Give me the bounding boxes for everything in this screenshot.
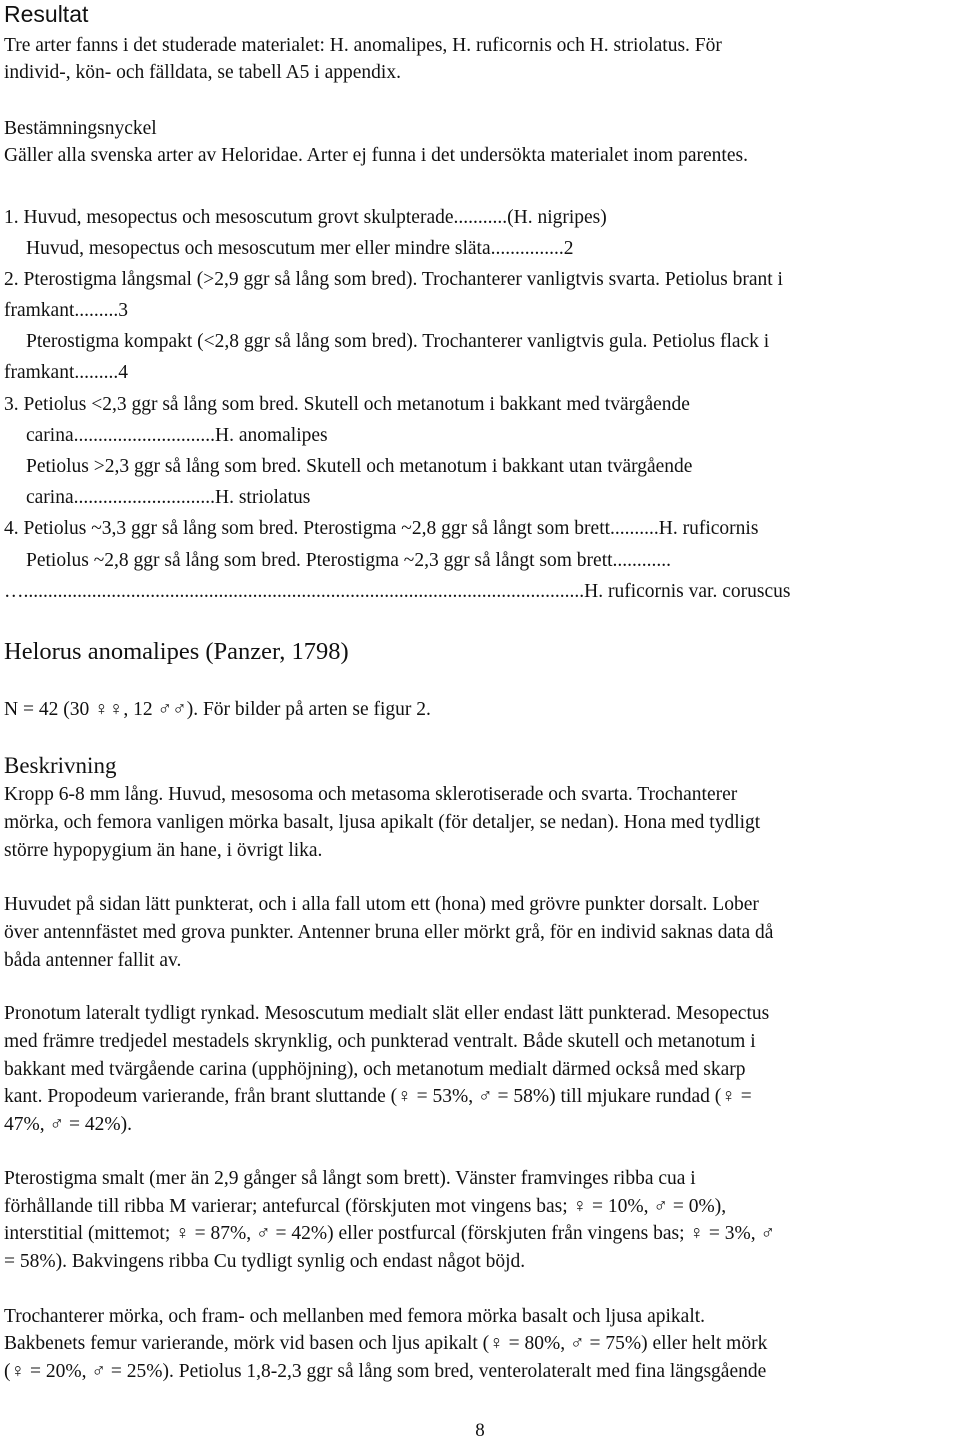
paragraph-line: med främre tredjedel mestadels skrynklig, och punkterad ventralt. Både skutell och metanotum i (4, 1031, 756, 1052)
key-line: Huvud, mesopectus och mesoscutum mer eller mindre släta...............2 (26, 238, 574, 259)
intro-line-1: Tre arter fanns i det studerade materialet: H. anomalipes, H. ruficornis och H. striolatus. För (4, 35, 722, 56)
key-line: Petiolus >2,3 ggr så lång som bred. Skutell och metanotum i bakkant utan tvärgående (26, 456, 693, 477)
paragraph-line: = 58%). Bakvingens ribba Cu tydligt synlig och endast något böjd. (4, 1251, 526, 1272)
key-heading: Bestämningsnyckel (4, 118, 157, 139)
key-line: 2. Pterostigma långsmal (>2,9 ggr så lång som bred). Trochanterer vanligtvis svarta. Petiolus brant i (4, 269, 783, 290)
species-heading: Helorus anomalipes (Panzer, 1798) (4, 638, 349, 665)
key-line: Pterostigma kompakt (<2,8 ggr så lång som bred). Trochanterer vanligtvis gula. Petiolus flack i (26, 331, 770, 352)
paragraph-line: Trochanterer mörka, och fram- och mellanben med femora mörka basalt och ljusa apikalt. (4, 1306, 706, 1327)
key-line: 1. Huvud, mesopectus och mesoscutum grovt skulpterade...........(H. nigripes) (4, 207, 607, 228)
key-line: carina.............................H. anomalipes (26, 425, 328, 446)
paragraph-line: bakkant med tvärgående carina (upphöjning), och metanotum medialt därmed också med skarp (4, 1059, 746, 1080)
paragraph-line: interstitial (mittemot; ♀ = 87%, ♂ = 42%) eller postfurcal (förskjuten från vingens bas; ♀ = 3%, ♂ (4, 1223, 776, 1244)
paragraph-line: Bakbenets femur varierande, mörk vid basen och ljus apikalt (♀ = 80%, ♂ = 75%) eller helt mörk (4, 1333, 768, 1354)
intro-line-2: individ-, kön- och fälldata, se tabell A5 i appendix. (4, 62, 401, 83)
paragraph-line: 47%, ♂ = 42%). (4, 1114, 132, 1135)
key-line: …...................................................................................................................H. ruficornis var. coruscus (4, 581, 791, 602)
paragraph-line: Kropp 6-8 mm lång. Huvud, mesosoma och metasoma sklerotiserade och svarta. Trochanterer (4, 784, 738, 805)
description-heading: Beskrivning (4, 753, 117, 778)
paragraph-line: över antennfästet med grova punkter. Antenner bruna eller mörkt grå, för en individ saknas data då (4, 922, 774, 943)
paragraph-line: båda antenner fallit av. (4, 950, 182, 971)
key-line: 4. Petiolus ~3,3 ggr så lång som bred. Pterostigma ~2,8 ggr så långt som brett..........H. ruficornis (4, 518, 759, 539)
page-number: 8 (475, 1420, 485, 1441)
paragraph-line: större hypopygium än hane, i övrigt lika. (4, 840, 323, 861)
sample-size-line: N = 42 (30 ♀♀, 12 ♂♂). För bilder på arten se figur 2. (4, 699, 431, 720)
paragraph-line: mörka, och femora vanligen mörka basalt, ljusa apikalt (för detaljer, se nedan). Hona med tydligt (4, 812, 761, 833)
section-heading: Resultat (4, 1, 89, 27)
key-line: framkant.........4 (4, 362, 129, 383)
paragraph-line: Pterostigma smalt (mer än 2,9 gånger så långt som brett). Vänster framvinges ribba cua i (4, 1168, 696, 1189)
key-line: Petiolus ~2,8 ggr så lång som bred. Pterostigma ~2,3 ggr så långt som brett............ (26, 550, 672, 571)
paragraph-line: förhållande till ribba M varierar; antefurcal (förskjuten mot vingens bas; ♀ = 10%, ♂ = 0%), (4, 1196, 727, 1217)
paragraph-line: kant. Propodeum varierande, från brant sluttande (♀ = 53%, ♂ = 58%) till mjukare rundad (♀ = (4, 1086, 752, 1107)
paragraph-line: Huvudet på sidan lätt punkterat, och i alla fall utom ett (hona) med grövre punkter dorsalt. Lober (4, 894, 759, 915)
key-line: framkant.........3 (4, 300, 129, 321)
paragraph-line: Pronotum lateralt tydligt rynkad. Mesoscutum medialt slät eller endast lätt punkterad. Mesopectus (4, 1003, 770, 1024)
key-line: 3. Petiolus <2,3 ggr så lång som bred. Skutell och metanotum i bakkant med tvärgående (4, 394, 690, 415)
key-intro: Gäller alla svenska arter av Heloridae. Arter ej funna i det undersökta materialet inom parentes. (4, 145, 748, 166)
paragraph-line: (♀ = 20%, ♂ = 25%). Petiolus 1,8-2,3 ggr så lång som bred, venterolateralt med fina längsgående (4, 1361, 767, 1382)
key-line: carina.............................H. striolatus (26, 487, 311, 508)
